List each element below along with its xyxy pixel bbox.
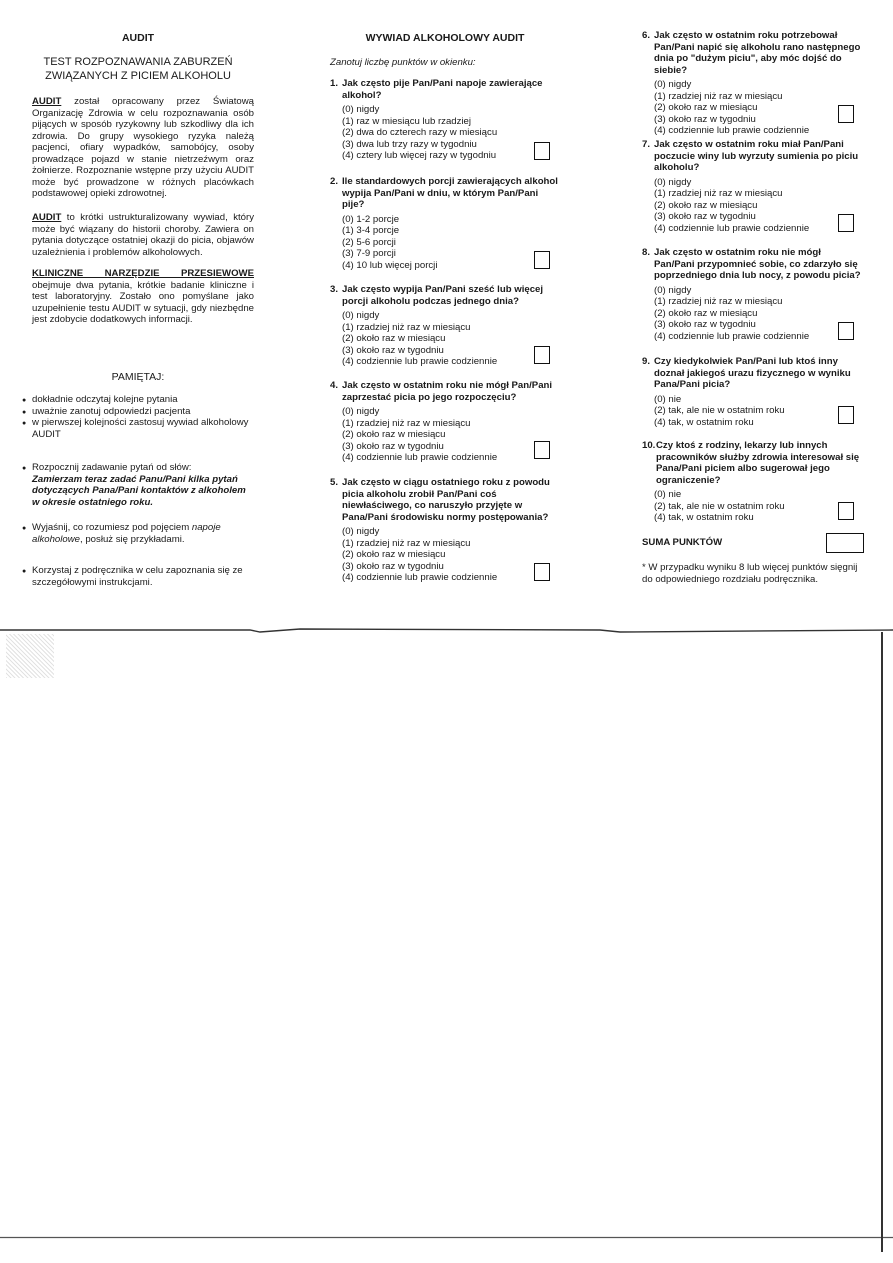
question-text: Czy ktoś z rodziny, lekarzy lub innych pracowników służby zdrowia interesował się Pana/Pani piciem albo sugerował jego ograniczenie? (656, 440, 860, 486)
answer-options (654, 394, 864, 429)
answer-option: (0) nie (654, 393, 682, 405)
question-10: 10. Czy ktoś z rodziny, lekarzy lub innych pracowników służby zdrowia interesował się Pana/Pani piciem albo sugerował jego ograniczenie? (0) nie (2) tak, ale nie w ostatnim roku (4) tak, w ostatnim roku (642, 440, 864, 524)
score-box[interactable] (838, 406, 854, 424)
remember-item: ● uważnie zanotuj odpowiedzi pacjenta (22, 406, 254, 418)
answer-option: (0) nigdy (342, 406, 380, 417)
score-box[interactable] (534, 142, 550, 160)
question-1: 1. Jak często pije Pan/Pani napoje zawierające alkohol? (0) nigdy (1) raz w miesiącu lub rzadziej (2) dwa do czterech razy w miesiącu (3) dwa lub trzy razy w tygodniu (4) cztery lub więcej razy w tygodniu (330, 78, 560, 162)
answer-options (342, 526, 560, 584)
answer-option: (1) rzadziej niż raz w miesiącu (342, 321, 471, 333)
instruction-text: Zanotuj liczbę punktów w okienku: (330, 57, 476, 68)
score-box[interactable] (534, 441, 550, 459)
answer-option: (2) 5-6 porcji (342, 236, 396, 248)
question-6: 6. Jak często w ostatnim roku potrzebował Pan/Pani napić się alkoholu rano następnego dnia po "dużym piciu", aby móc dojść do siebie? (0) nigdy (1) rzadziej niż raz w miesiącu (2) około raz w miesiącu (3) około raz w tygodniu (4) codziennie lub prawie codziennie (642, 30, 864, 137)
question-text: Jak często w ciągu ostatniego roku z powodu picia alkoholu zrobił Pan/Pani coś niewłaściwego, co naruszyło przyjęte w Pana/Pani środowisku normy postępowania? (342, 477, 550, 523)
question-7: 7. Jak często w ostatnim roku miał Pan/Pani poczucie winy lub wyrzuty sumienia po piciu alkoholu? (0) nigdy (1) rzadziej niż raz w miesiącu (2) około raz w miesiącu (3) około raz w tygodniu (4) codziennie lub prawie codziennie (642, 139, 864, 234)
answer-option: (4) codziennie lub prawie codziennie (654, 125, 810, 136)
answer-option: (4) 10 lub więcej porcji (342, 259, 438, 271)
answer-option: (2) tak, ale nie w ostatnim roku (654, 405, 785, 416)
page-side-edge (881, 632, 883, 1252)
score-box[interactable] (838, 214, 854, 232)
answer-option: (3) około raz w tygodniu (342, 560, 444, 572)
intro-paragraph-2-text: to krótki ustrukturalizowany wywiad, który może być wiązany do historii choroby. Zawiera on pytania dotyczące ostatniej okazji do picia, objawów uzależnienia i problemów alkoholowych. (32, 212, 254, 258)
answer-options (342, 104, 560, 162)
answer-option: (3) około raz w tygodniu (342, 344, 444, 356)
answer-option: (0) nie (654, 489, 682, 500)
question-text: Jak często w ostatnim roku miał Pan/Pani poczucie winy lub wyrzuty sumienia po piciu alkoholu? (654, 139, 859, 173)
question-2: 2. Ile standardowych porcji zawierających alkohol wypija Pan/Pani w dniu, w którym Pan/Pani pije? (0) 1-2 porcje (1) 3-4 porcje (2) 5-6 porcji (3) 7-9 porcji (4) 10 lub więcej porcji (330, 176, 560, 271)
score-box[interactable] (534, 346, 550, 364)
answer-option: (3) około raz w tygodniu (342, 440, 444, 452)
answer-option: (1) raz w miesiącu lub rzadziej (342, 115, 472, 127)
answer-option: (3) dwa lub trzy razy w tygodniu (342, 138, 477, 150)
answer-option: (0) nigdy (342, 526, 380, 537)
answer-option: (4) codziennie lub prawie codziennie (342, 356, 498, 367)
page-edge-line (0, 1236, 893, 1239)
answer-option: (0) 1-2 porcje (342, 213, 400, 225)
remember-item: ● Rozpocznij zadawanie pytań od słów: Zamierzam teraz zadać Panu/Pani kilka pytań dotyczących Pana/Pani kontaktów z alkoholem w okresie ostatniego roku. (22, 462, 254, 508)
score-box[interactable] (534, 251, 550, 269)
answer-option: (4) tak, w ostatnim roku (654, 512, 754, 523)
question-text: Jak często wypija Pan/Pani sześć lub więcej porcji alkoholu podczas jednego dnia? (342, 284, 544, 307)
remember-item: ● w pierwszej kolejności zastosuj wywiad alkoholowy AUDIT (22, 417, 254, 440)
opening-script: Zamierzam teraz zadać Panu/Pani kilka pytań dotyczących Pana/Pani kontaktów z alkoholem w okresie ostatniego roku. (32, 473, 246, 508)
answer-option: (0) nigdy (654, 284, 692, 296)
answer-option: (1) rzadziej niż raz w miesiącu (342, 417, 471, 429)
remember-list (22, 394, 254, 588)
score-box[interactable] (838, 502, 854, 520)
answer-option: (0) nigdy (342, 104, 380, 115)
answer-option: (2) dwa do czterech razy w miesiącu (342, 127, 498, 138)
remember-item: ● Korzystaj z podręcznika w celu zapoznania się ze szczegółowymi instrukcjami. (22, 565, 254, 588)
answer-option: (2) około raz w miesiącu (654, 199, 758, 211)
question-text: Czy kiedykolwiek Pan/Pani lub ktoś inny doznał jakiegoś urazu fizycznego w wyniku Pana/Pani picia? (654, 356, 851, 390)
answer-option: (1) rzadziej niż raz w miesiącu (342, 537, 471, 549)
answer-option: (4) cztery lub więcej razy w tygodniu (342, 150, 497, 161)
question-text: Jak często w ostatnim roku potrzebował Pan/Pani napić się alkoholu rano następnego dnia po "dużym piciu", aby móc dojść do siebie? (654, 30, 861, 76)
answer-option: (3) około raz w tygodniu (654, 211, 756, 222)
question-text: Ile standardowych porcji zawierających alkohol wypija Pan/Pani w dniu, w którym Pan/Pani pije? (342, 176, 558, 210)
answer-option: (2) około raz w miesiącu (342, 333, 446, 344)
question-text: Jak często w ostatnim roku nie mógł Pan/Pani zaprzestać picia po jego rozpoczęciu? (342, 380, 553, 403)
answer-option: (4) tak, w ostatnim roku (654, 416, 754, 428)
answer-option: (2) około raz w miesiącu (342, 429, 446, 440)
audit-term-2: AUDIT (32, 212, 62, 223)
answer-option: (2) około raz w miesiącu (342, 549, 446, 560)
intro-paragraph-3 (32, 268, 254, 326)
question-9: 9. Czy kiedykolwiek Pan/Pani lub ktoś inny doznał jakiegoś urazu fizycznego w wyniku Pana/Pani picia? (0) nie (2) tak, ale nie w ostatnim roku (4) tak, w ostatnim roku (642, 356, 864, 428)
score-box[interactable] (534, 563, 550, 581)
audit-title: AUDIT (121, 32, 155, 44)
test-title: TEST ROZPOZNAWANIA ZABURZEŃ ZWIĄZANYCH Z PICIEM ALKOHOLU (43, 56, 233, 82)
alcoholic-drinks-term: napoje alkoholowe (32, 522, 221, 545)
answer-option: (3) około raz w tygodniu (654, 113, 756, 125)
answer-options (342, 214, 560, 272)
intro-paragraph-3-text: obejmuje dwa pytania, krótkie badanie kliniczne i test laboratoryjny. Zostało ono pomyślane jako uzupełnienie testu AUDIT w sytuacji, gdy niezbędne jest zdobycie dodatkowych informacji. (32, 279, 254, 325)
score-box[interactable] (838, 322, 854, 340)
question-3: 3. Jak często wypija Pan/Pani sześć lub więcej porcji alkoholu podczas jednego dnia? (0) nigdy (1) rzadziej niż raz w miesiącu (2) około raz w miesiącu (3) około raz w tygodniu (4) codziennie lub prawie codziennie (330, 284, 560, 368)
answer-option: (2) około raz w miesiącu (654, 307, 758, 319)
answer-options (654, 79, 864, 137)
intro-paragraph-1-text: został opracowany przez Światową Organizację Zdrowia w celu rozpoznawania osób pijących w sposób ryzykowny lub szkodliwy dla ich zdrowia. Do grupy wysokiego ryzyka należą pacjenci, ofiary wypadków, samobójcy, osoby prowadzące pojazd w stanie nietrzeźwym oraz żołnierze. Rozpoznanie wstępne przy użyciu AUDIT może być prowadzone w różnych placówkach podstawowej opieki zdrowotnej. (32, 96, 254, 199)
remember-item: ● dokładnie odczytaj kolejne pytania (22, 394, 254, 406)
answer-options (654, 177, 864, 235)
remember-heading: PAMIĘTAJ: (111, 371, 165, 383)
answer-option: (4) codziennie lub prawie codziennie (342, 572, 498, 583)
total-score-label: SUMA PUNKTÓW (642, 537, 723, 548)
answer-options (342, 406, 560, 464)
question-5: 5. Jak często w ciągu ostatniego roku z powodu picia alkoholu zrobił Pan/Pani coś niewłaściwego, co naruszyło przyjęte w Pana/Pani środowisku normy postępowania? (0) nigdy (1) rzadziej niż raz w miesiącu (2) około raz w miesiącu (3) około raz w tygodniu (4) codziennie lub prawie codziennie (330, 477, 560, 584)
answer-options (342, 310, 560, 368)
remember-item: ● Wyjaśnij, co rozumiesz pod pojęciem napoje alkoholowe, posłuż się przykładami. (22, 522, 254, 545)
answer-option: (4) codziennie lub prawie codziennie (654, 222, 810, 234)
answer-option: (0) nigdy (654, 79, 692, 90)
answer-option: (3) 7-9 porcji (342, 248, 396, 259)
question-8: 8. Jak często w ostatnim roku nie mógł Pan/Pani przypomnieć sobie, co zdarzyło się poprzedniego dnia lub nocy, z powodu picia? (0) nigdy (1) rzadziej niż raz w miesiącu (2) około raz w miesiącu (3) około raz w tygodniu (4) codziennie lub prawie codziennie (642, 247, 864, 342)
answer-options (654, 285, 864, 343)
answer-option: (2) tak, ale nie w ostatnim roku (654, 500, 785, 512)
answer-option: (1) rzadziej niż raz w miesiącu (654, 296, 783, 307)
answer-option: (0) nigdy (342, 310, 380, 321)
score-box[interactable] (838, 105, 854, 123)
footnote: * W przypadku wyniku 8 lub więcej punktów sięgnij do odpowiedniego rozdziału podręcznika. (642, 562, 858, 585)
answer-option: (1) 3-4 porcje (342, 225, 400, 236)
audit-term-1: AUDIT (32, 96, 62, 107)
answer-option: (0) nigdy (654, 176, 692, 188)
answer-option: (1) rzadziej niż raz w miesiącu (654, 188, 783, 199)
total-score-box[interactable] (826, 533, 864, 553)
screening-tool-term: KLINICZNE NARZĘDZIE PRZESIEWOWE (32, 268, 254, 279)
answer-option: (4) codziennie lub prawie codziennie (654, 330, 810, 342)
questionnaire-title: WYWIAD ALKOHOLOWY AUDIT (365, 32, 525, 44)
answer-option: (2) około raz w miesiącu (654, 102, 758, 113)
answer-option: (3) około raz w tygodniu (654, 319, 756, 330)
question-4: 4. Jak często w ostatnim roku nie mógł Pan/Pani zaprzestać picia po jego rozpoczęciu? (0) nigdy (1) rzadziej niż raz w miesiącu (2) około raz w miesiącu (3) około raz w tygodniu (4) codziennie lub prawie codziennie (330, 380, 560, 464)
answer-option: (1) rzadziej niż raz w miesiącu (654, 90, 783, 102)
intro-paragraph-1 (32, 96, 254, 200)
question-text: Jak często w ostatnim roku nie mógł Pan/Pani przypomnieć sobie, co zdarzyło się poprzedniego dnia lub nocy, z powodu picia? (654, 247, 861, 281)
page-fold-line (0, 628, 893, 634)
question-text: Jak często pije Pan/Pani napoje zawierające alkohol? (342, 78, 543, 101)
answer-options (654, 489, 864, 524)
intro-paragraph-2 (32, 212, 254, 258)
scan-smudge (6, 634, 54, 678)
answer-option: (4) codziennie lub prawie codziennie (342, 452, 498, 463)
